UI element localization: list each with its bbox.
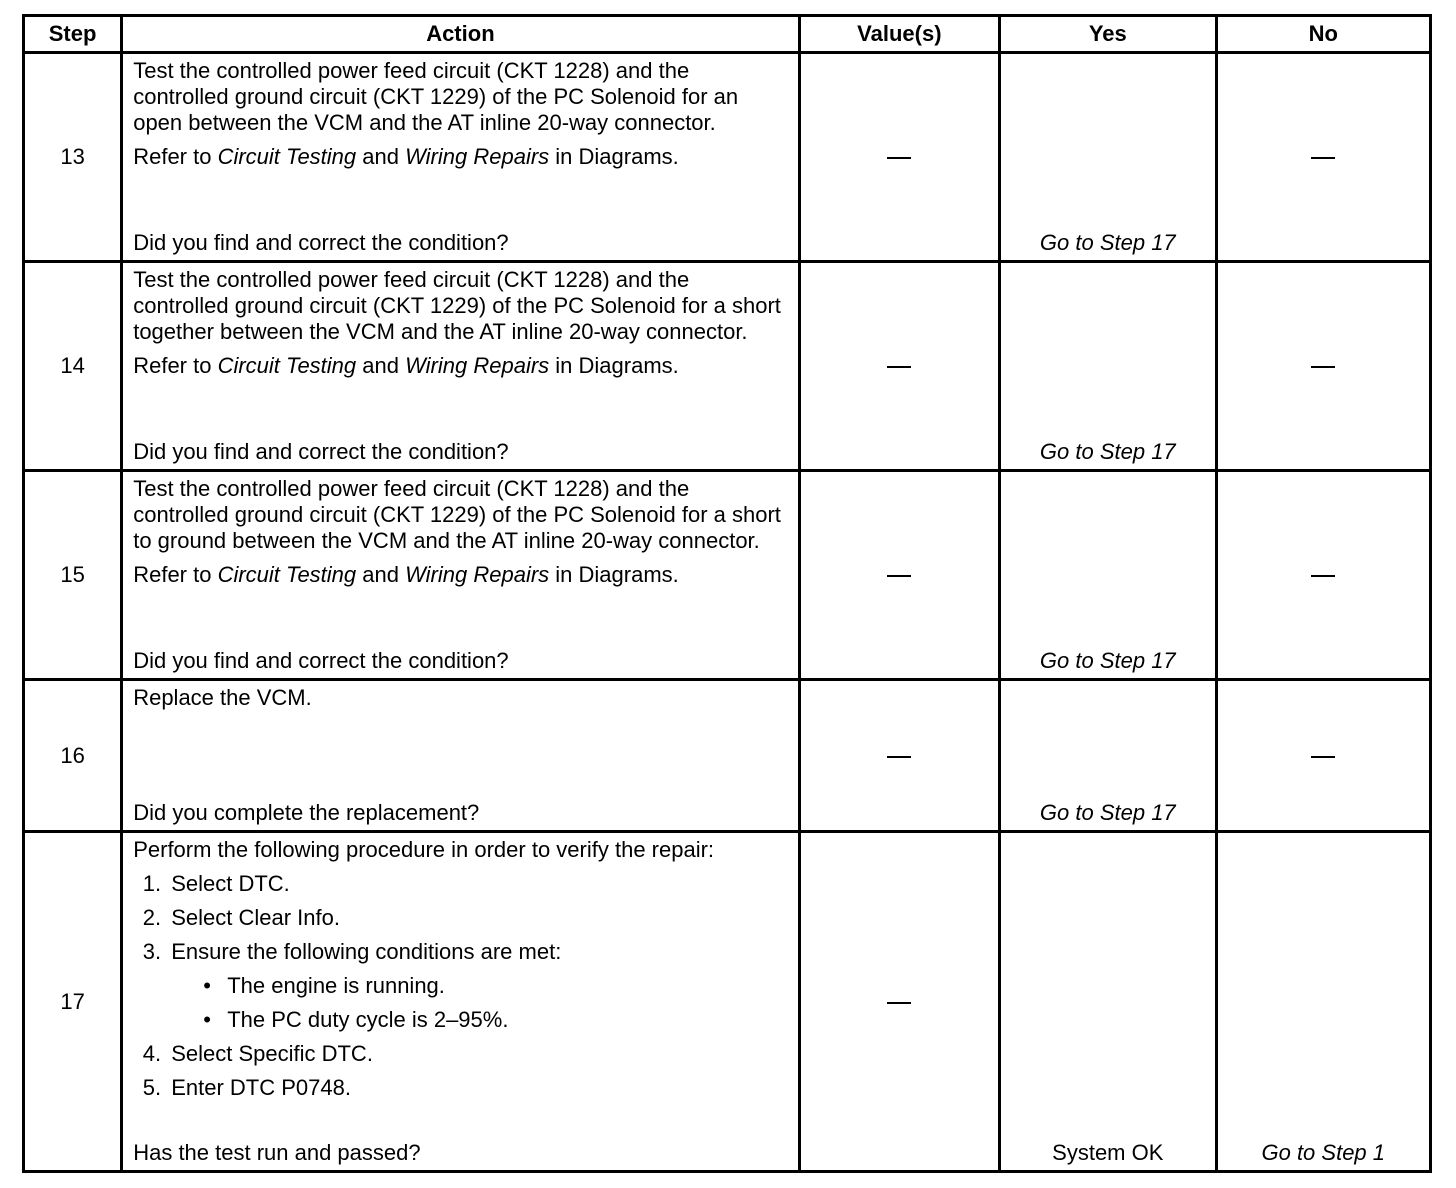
condition-list	[171, 973, 787, 1033]
value-cell	[799, 471, 999, 680]
no-cell	[1216, 832, 1430, 1172]
step-number: 14	[24, 262, 122, 471]
question-text: Did you find and correct the condition?	[133, 230, 509, 255]
yes-result: System OK	[1052, 1140, 1164, 1165]
dash-mark	[1311, 756, 1335, 758]
header-no: No	[1216, 16, 1430, 53]
dash-mark	[887, 1002, 911, 1004]
reference-text: Refer to Circuit Testing and Wiring Repairs in Diagrams.	[133, 562, 679, 587]
dash-mark	[1311, 157, 1335, 159]
yes-cell	[1000, 53, 1216, 262]
question-text: Did you find and correct the condition?	[133, 439, 509, 464]
yes-link: Go to Step 17	[1039, 230, 1176, 255]
yes-link: Go to Step 17	[1039, 648, 1176, 673]
list-item: 3. Ensure the following conditions are met: • The engine is running. • The PC duty cycle is 2–95%.	[167, 939, 787, 1033]
no-cell	[1216, 53, 1430, 262]
header-yes: Yes	[1000, 16, 1216, 53]
step-number: 17	[24, 832, 122, 1172]
yes-cell	[1000, 471, 1216, 680]
action-text: Perform the following procedure in order to verify the repair:	[133, 837, 715, 862]
table-row	[24, 680, 1431, 832]
list-item: 5. Enter DTC P0748.	[167, 1075, 787, 1101]
bullet-item: • The engine is running.	[223, 973, 787, 999]
value-cell	[799, 262, 999, 471]
yes-link: Go to Step 17	[1039, 800, 1176, 825]
dash-mark	[887, 366, 911, 368]
value-cell	[799, 53, 999, 262]
no-cell	[1216, 262, 1430, 471]
action-text: Test the controlled power feed circuit (CKT 1228) and the controlled ground circuit (CKT 1229) of the PC Solenoid for a short together between the VCM and the AT inline 20-way connector.	[133, 267, 781, 344]
action-cell	[122, 53, 799, 262]
action-text: Test the controlled power feed circuit (CKT 1228) and the controlled ground circuit (CKT 1229) of the PC Solenoid for a short to ground between the VCM and the AT inline 20-way connector.	[133, 476, 781, 553]
table-row	[24, 471, 1431, 680]
dash-mark	[1311, 366, 1335, 368]
list-item: 2. Select Clear Info.	[167, 905, 787, 931]
value-cell	[799, 832, 999, 1172]
header-values: Value(s)	[799, 16, 999, 53]
header-step: Step	[24, 16, 122, 53]
yes-cell	[1000, 680, 1216, 832]
dash-mark	[887, 575, 911, 577]
dash-mark	[887, 157, 911, 159]
value-cell	[799, 680, 999, 832]
step-number: 16	[24, 680, 122, 832]
procedure-list	[133, 871, 787, 1101]
action-text: Replace the VCM.	[133, 685, 312, 710]
list-item: 4. Select Specific DTC.	[167, 1041, 787, 1067]
bullet-item: • The PC duty cycle is 2–95%.	[223, 1007, 787, 1033]
header-action: Action	[122, 16, 799, 53]
question-text: Did you complete the replacement?	[133, 800, 480, 825]
action-cell	[122, 471, 799, 680]
no-cell	[1216, 680, 1430, 832]
table-row	[24, 53, 1431, 262]
table-row	[24, 832, 1431, 1172]
action-cell	[122, 832, 799, 1172]
yes-cell	[1000, 832, 1216, 1172]
no-cell	[1216, 471, 1430, 680]
diagnostic-table	[22, 14, 1432, 1173]
no-link: Go to Step 1	[1261, 1140, 1386, 1165]
table-row	[24, 262, 1431, 471]
dash-mark	[887, 756, 911, 758]
step-number: 13	[24, 53, 122, 262]
dash-mark	[1311, 575, 1335, 577]
question-text: Has the test run and passed?	[133, 1140, 421, 1165]
action-cell	[122, 680, 799, 832]
reference-text: Refer to Circuit Testing and Wiring Repairs in Diagrams.	[133, 144, 679, 169]
action-text: Test the controlled power feed circuit (CKT 1228) and the controlled ground circuit (CKT 1229) of the PC Solenoid for an open between the VCM and the AT inline 20-way connector.	[133, 58, 739, 135]
header-row	[24, 16, 1431, 53]
question-text: Did you find and correct the condition?	[133, 648, 509, 673]
yes-link: Go to Step 17	[1039, 439, 1176, 464]
yes-cell	[1000, 262, 1216, 471]
step-number: 15	[24, 471, 122, 680]
reference-text: Refer to Circuit Testing and Wiring Repairs in Diagrams.	[133, 353, 679, 378]
list-item: 1. Select DTC.	[167, 871, 787, 897]
action-cell	[122, 262, 799, 471]
